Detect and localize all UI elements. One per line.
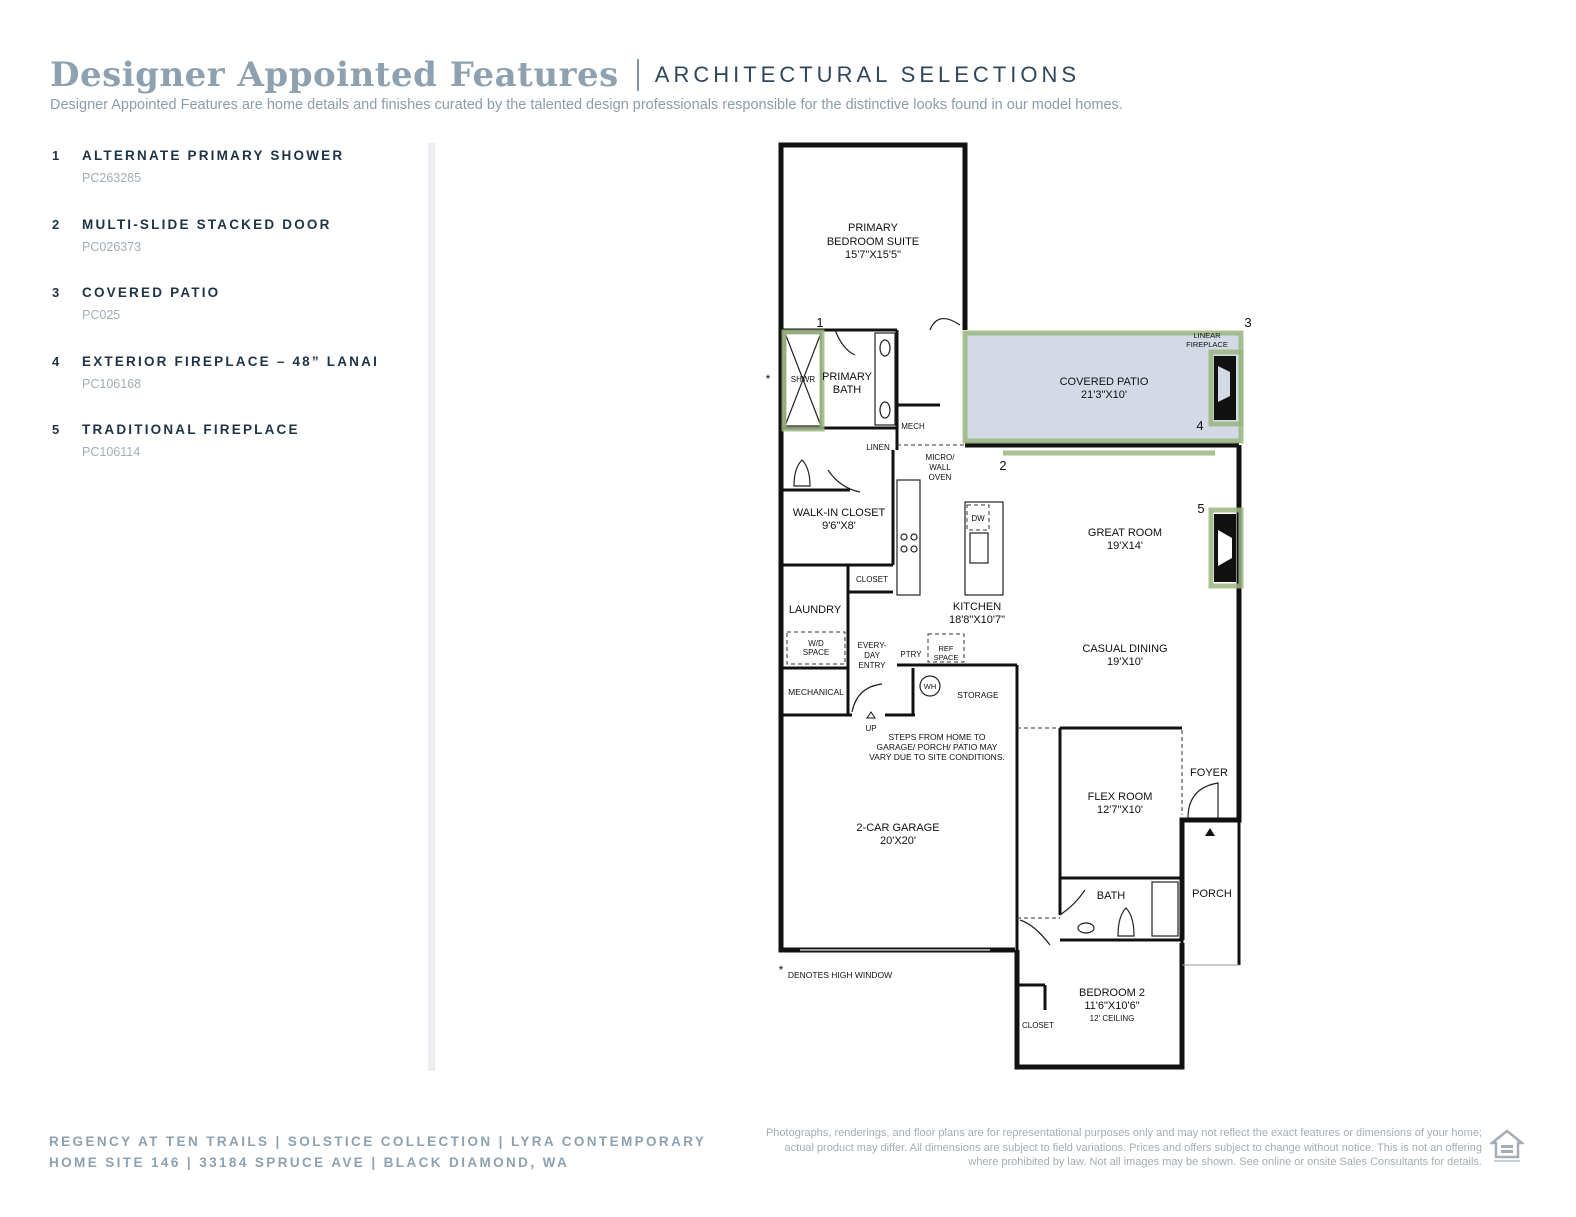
kitchen-dim: 18'8"X10'7"	[948, 614, 1006, 626]
footer-disclaimer: Photographs, renderings, and floor plans are for representational purposes only and may not reflect the exact features or dimensions of your home; actual product may differ. All dimensions are subject to field variations. Prices and offers subject to change without notice. This is not an offering where prohibited by law. Not all images may be shown. See online or onsite Sales Consultants for details.	[765, 1127, 1482, 1168]
linear-fireplace-label-2: FIREPLACE	[1186, 340, 1228, 349]
callout-1: 1	[816, 315, 824, 330]
micro-oven-label: MICRO/	[925, 453, 955, 462]
sink-2	[880, 402, 890, 418]
floor-plan	[760, 130, 1260, 1080]
micro-oven-label-3: OVEN	[928, 473, 952, 482]
toilet	[794, 460, 810, 486]
laundry-label: LAUNDRY	[788, 604, 842, 616]
exterior-walls	[778, 145, 1239, 1067]
everyday-entry-label-3: ENTRY	[858, 661, 886, 670]
feature-label: MULTI-SLIDE STACKED DOOR	[82, 216, 332, 232]
foyer-door-swing	[1188, 783, 1218, 818]
feature-item	[52, 354, 412, 423]
primary-bath-label-2: BATH	[832, 384, 862, 396]
steps-note-3: VARY DUE TO SITE CONDITIONS.	[869, 752, 1005, 762]
mech-label: MECH	[901, 422, 925, 431]
closet-upper-label: CLOSET	[855, 575, 889, 584]
ref-space-label-2: SPACE	[933, 653, 959, 662]
shwr-label: SHWR	[790, 375, 816, 384]
bath-label: BATH	[1096, 890, 1126, 902]
garage-dim: 20'X20'	[879, 835, 917, 847]
feature-label: TRADITIONAL FIREPLACE	[82, 422, 300, 437]
footer-line-1: REGENCY AT TEN TRAILS | SOLSTICE COLLECTION | LYRA CONTEMPORARY	[49, 1134, 707, 1149]
dw-label: DW	[971, 514, 985, 523]
feature-number: 3	[52, 285, 60, 300]
entry-door-swing	[852, 684, 882, 712]
feature-label: COVERED PATIO	[82, 285, 221, 300]
high-window-mark: *	[765, 372, 771, 386]
feature-number: 5	[52, 422, 60, 437]
feature-number: 1	[52, 148, 60, 163]
cooktop-burner-4	[911, 546, 917, 552]
linen-label: LINEN	[866, 443, 890, 452]
wh-label: WH	[923, 682, 937, 691]
traditional-fireplace-icon	[1214, 514, 1236, 582]
ptry-label: PTRY	[900, 650, 922, 659]
floor-plan-svg	[760, 130, 1260, 1080]
primary-bedroom-label-2: BEDROOM SUITE	[826, 236, 920, 248]
callout-5: 5	[1197, 501, 1205, 516]
ref-space-label: REF	[938, 644, 954, 653]
feature-label: ALTERNATE PRIMARY SHOWER	[82, 148, 345, 163]
bath2-sink	[1078, 923, 1094, 933]
feature-item	[52, 148, 412, 217]
up-arrow-icon	[867, 712, 875, 718]
title-divider	[637, 59, 639, 91]
cooktop-burner-2	[911, 534, 917, 540]
up-label: UP	[865, 724, 877, 733]
legend-mark: *	[778, 963, 784, 977]
bath2-toilet	[1118, 908, 1134, 936]
callout-3: 3	[1244, 315, 1252, 330]
bedroom2-note: 12' CEILING	[1089, 1014, 1135, 1023]
callout-2: 2	[999, 458, 1007, 473]
feature-number: 4	[52, 353, 60, 369]
island-sink	[970, 533, 988, 563]
feature-item	[52, 422, 412, 491]
tub	[1152, 882, 1178, 936]
legend-note: DENOTES HIGH WINDOW	[787, 970, 893, 980]
sink-1	[880, 340, 890, 356]
patio-entry-door-swing	[930, 319, 960, 330]
kitchen-label: KITCHEN	[952, 601, 1002, 613]
great-room-dim: 19'X14'	[1106, 540, 1144, 552]
flex-room-label: FLEX ROOM	[1087, 791, 1153, 803]
feature-code: PC025	[82, 308, 121, 322]
column-divider	[428, 143, 435, 1071]
storage-label: STORAGE	[957, 690, 999, 700]
everyday-entry-label: EVERY-	[857, 641, 887, 650]
casual-dining-dim: 19'X10'	[1106, 656, 1144, 668]
flex-room-dim: 12'7"X10'	[1096, 804, 1144, 816]
garage-label: 2-CAR GARAGE	[856, 822, 940, 834]
steps-note-2: GARAGE/ PORCH/ PATIO MAY	[876, 742, 998, 752]
feature-number: 2	[52, 216, 60, 232]
page-description: Designer Appointed Features are home details and finishes curated by the talented design professionals responsible for the distinctive looks found in our model homes.	[50, 97, 1123, 113]
feature-label: EXTERIOR FIREPLACE – 48” LANAI	[82, 353, 380, 369]
primary-bedroom-label: PRIMARY	[848, 222, 898, 234]
footer-community-info	[49, 1131, 706, 1173]
casual-dining-label: CASUAL DINING	[1082, 643, 1168, 655]
covered-patio-label: COVERED PATIO	[1059, 376, 1149, 388]
bedroom2-label: BEDROOM 2	[1078, 987, 1146, 999]
section-title: ARCHITECTURAL SELECTIONS	[654, 62, 1081, 87]
page-title-row	[50, 50, 1080, 100]
porch-label: PORCH	[1192, 888, 1232, 900]
covered-patio-dim: 21'3"X10'	[1080, 389, 1128, 401]
callout-4: 4	[1196, 418, 1204, 433]
primary-bedroom-dim: 15'7"X15'5"	[844, 249, 902, 261]
feature-list	[52, 148, 412, 491]
mechanical-label: MECHANICAL	[788, 687, 844, 697]
wd-space-label: W/D	[808, 639, 824, 648]
wd-space-label-2: SPACE	[802, 648, 830, 657]
walk-in-closet-label: WALK-IN CLOSET	[792, 507, 886, 519]
micro-oven-label-2: WALL	[929, 463, 951, 472]
cooktop-burner-1	[901, 534, 907, 540]
feature-code: PC026373	[82, 239, 142, 254]
equal-housing-icon	[1490, 1128, 1524, 1164]
feature-code: PC106114	[82, 445, 141, 459]
foyer-label: FOYER	[1190, 767, 1228, 779]
feature-code: PC106168	[82, 376, 142, 391]
feature-item	[52, 217, 412, 286]
primary-bath-label: PRIMARY	[822, 371, 872, 383]
page-title: Designer Appointed Features	[50, 55, 619, 95]
foyer-arrow-icon	[1205, 828, 1215, 836]
everyday-entry-label-2: DAY	[864, 651, 880, 660]
vanity	[875, 333, 895, 425]
steps-note-1: STEPS FROM HOME TO	[888, 732, 986, 742]
closet-lower-label: CLOSET	[1021, 1021, 1055, 1030]
footer-line-2: HOME SITE 146 | 33184 SPRUCE AVE | BLACK DIAMOND, WA	[49, 1155, 570, 1170]
feature-item	[52, 285, 412, 354]
linear-fireplace-label: LINEAR	[1193, 331, 1221, 340]
feature-code: PC263285	[82, 171, 142, 185]
walk-in-closet-dim: 9'6"X8'	[822, 520, 856, 532]
bath2-door-swing	[1060, 890, 1085, 915]
bath-door-swing	[835, 330, 855, 355]
bedroom2-dim: 11'6"X10'6"	[1084, 1000, 1140, 1012]
cooktop-burner-3	[901, 546, 907, 552]
bedroom2-door-swing	[1020, 920, 1050, 945]
great-room-label: GREAT ROOM	[1087, 527, 1163, 539]
